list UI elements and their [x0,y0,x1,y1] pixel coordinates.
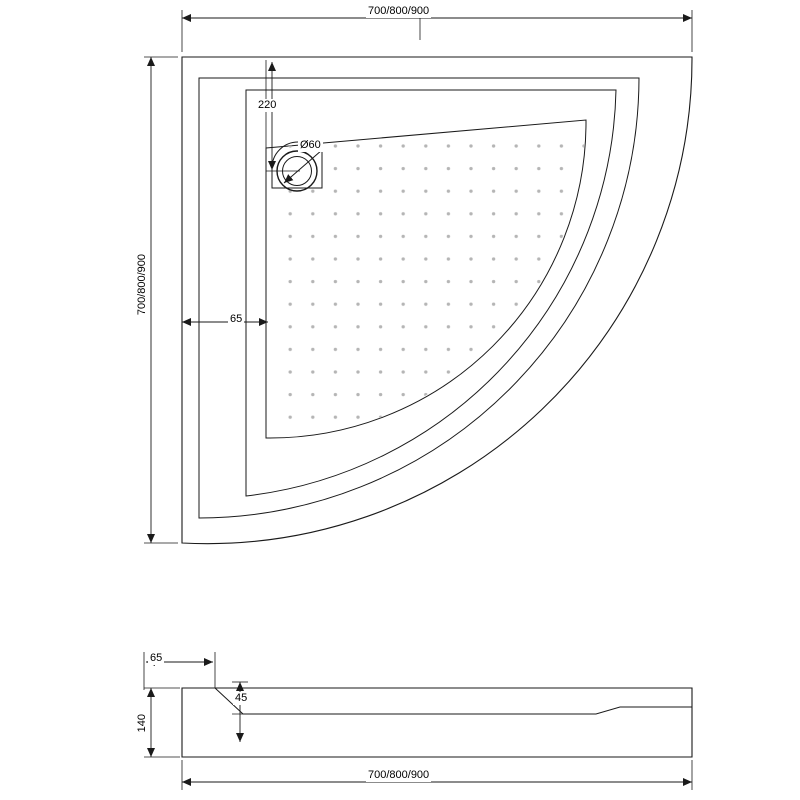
dim-text-top-width: 700/800/900 [368,5,430,17]
dim-text-drain-diameter: Ø60 [300,139,321,151]
dim-text-side-rim-offset: 65 [150,652,163,664]
dim-text-side-total-height: 140 [136,714,148,733]
dim-text-bottom-width: 700/800/900 [368,769,430,781]
section-outer-profile [182,688,692,757]
dim-text-left-height: 700/800/900 [136,254,148,316]
dim-text-rim-offset: 65 [230,313,243,325]
plan-view-group [144,10,692,544]
dim-text-drain-offset: 220 [258,99,277,111]
dim-text-side-inner-depth: 45 [235,692,248,704]
